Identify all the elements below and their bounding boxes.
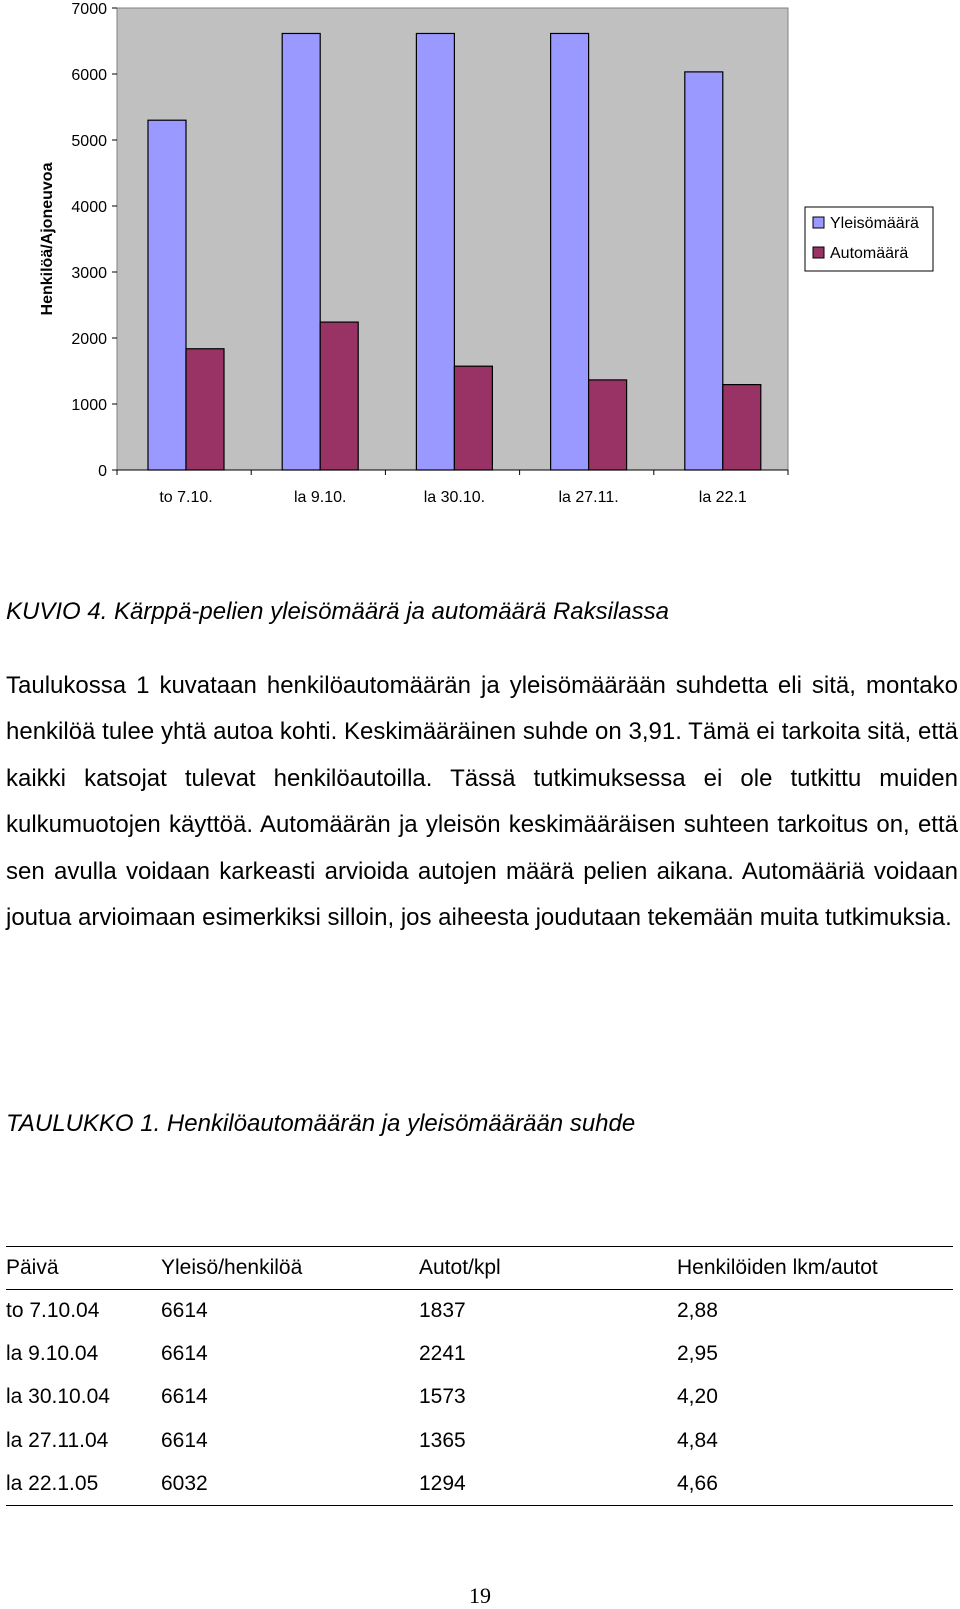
bar [282,33,320,470]
x-tick-label: la 9.10. [293,489,347,506]
header-cell: Päivä [6,1256,59,1279]
legend-label: Yleisömäärä [830,215,919,232]
table-cell: 4,84 [677,1428,718,1452]
header-cell: Autot/kpl [419,1256,501,1279]
table-row [6,1376,953,1419]
table-cell: la 27.11.04 [6,1428,109,1452]
table-row [6,1462,953,1505]
y-tick-label: 5000 [71,133,107,150]
body-paragraph: Taulukossa 1 kuvataan henkilöautomäärän ja yleisömäärään suhdetta eli sitä, montako henkilöä tulee yhtä autoa kohti. Keskimääräinen suhde on 3,91. Tämä ei tarkoita sitä, että kaikki katsojat tulevat henkilöautoilla. Tässä tutkimuksessa ei ole tutkittu muiden kulkumuotojen käyttöä. Automäärän ja yleisön keskimääräisen suhteen tarkoitus on, että sen avulla voidaan karkeasti arvioida autojen määrä pelien aikana. Automääriä voidaan joutua arvioimaan esimerkiksi silloin, jos aiheesta joudutaan tekemään muita tutkimuksia. [6,672,958,932]
bar [723,385,761,470]
y-tick-label: 3000 [71,265,107,282]
bar [320,322,358,470]
table-cell: 1294 [419,1471,466,1495]
x-tick-label: la 30.10. [423,489,486,506]
legend-label: Automäärä [830,245,909,262]
bar [186,349,224,470]
bar [416,33,454,470]
table-row [6,1290,953,1333]
bar [454,366,492,470]
y-tick-label: 4000 [71,199,107,216]
table-cell: 6032 [161,1471,208,1495]
x-tick-label: la 22.1 [698,489,747,506]
table-cell: 1365 [419,1428,466,1452]
y-tick-label: 6000 [71,67,107,84]
bar-chart [0,0,960,530]
x-tick-label: la 27.11. [558,489,619,506]
chart-svg [0,0,960,530]
header-cell: Henkilöiden lkm/autot [677,1256,878,1279]
bar [685,72,723,470]
table-cell: 2241 [419,1342,466,1366]
header-cell: Yleisö/henkilöä [161,1256,303,1279]
y-tick-label: 7000 [71,1,107,18]
table-row [6,1333,953,1376]
table-cell: 1837 [419,1299,466,1323]
x-tick-label: to 7.10. [159,489,213,506]
table-cell: 6614 [161,1342,208,1366]
y-axis-title: Henkilöä/Ajoneuvoa [39,162,56,316]
table-cell: 2,95 [677,1342,718,1366]
table-header-row [6,1247,953,1290]
bar [148,120,186,470]
bar [589,380,627,470]
table-cell: 2,88 [677,1299,718,1323]
table-cell: to 7.10.04 [6,1299,100,1323]
table-row [6,1419,953,1462]
legend-swatch [813,247,824,258]
table-cell: 4,66 [677,1471,718,1495]
table-cell: 4,20 [677,1385,718,1409]
table-cell: 6614 [161,1428,208,1452]
y-tick-label: 2000 [71,331,107,348]
y-tick-label: 1000 [71,397,107,414]
table-cell: 6614 [161,1299,208,1323]
table-caption: TAULUKKO 1. Henkilöautomäärän ja yleisömäärään suhde [6,1110,636,1137]
data-table [6,1246,953,1506]
table-cell: 6614 [161,1385,208,1409]
figure-caption: KUVIO 4. Kärppä-pelien yleisömäärä ja automäärä Raksilassa [6,598,669,625]
bar [551,33,589,470]
table-cell: la 22.1.05 [6,1471,99,1495]
table-cell: la 9.10.04 [6,1342,99,1366]
table-cell: la 30.10.04 [6,1385,110,1409]
y-tick-label: 0 [98,463,107,480]
table-cell: 1573 [419,1385,466,1409]
page-number: 19 [469,1583,491,1608]
legend-swatch [813,217,824,228]
